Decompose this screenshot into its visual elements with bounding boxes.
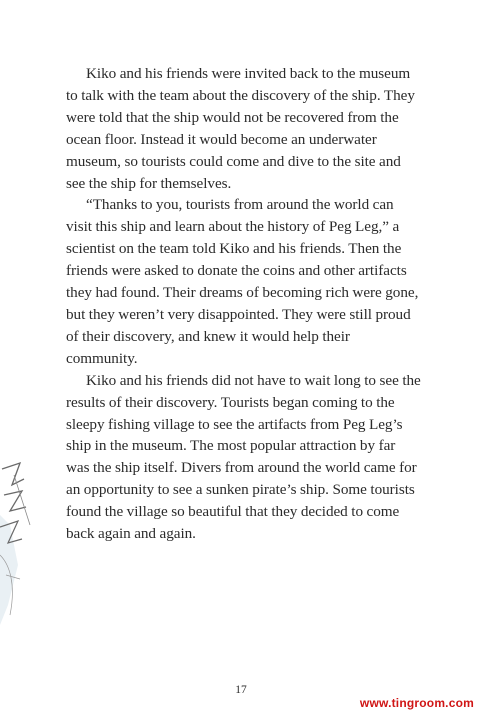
sketch-lines-icon: [0, 455, 64, 635]
paragraph: Kiko and his friends were invited back to the museum to talk with the team about the discovery of the ship. They were told that the ship would not be recovered from the ocean floor. Instead it would become an underwater museum, so tourists could come and dive to the site and see the ship for themselves.: [66, 65, 415, 192]
paragraph: Kiko and his friends did not have to wait long to see the results of their discovery. Tourists began coming to the sleepy fishing village to see the artifacts from Peg Leg’s ship in the museum. The most popular attraction by far was the ship itself. Divers from around the world came for an opportunity to see a sunken pirate’s ship. Some tourists found the village so beautiful that they decided to come back again and again.: [66, 371, 421, 543]
site-watermark: www.tingroom.com: [359, 696, 474, 710]
paragraph: “Thanks to you, tourists from around the world can visit this ship and learn about the history of Peg Leg,” a scientist on the team told Kiko and his friends. Then the friends were asked to donate the coins and other artifacts they had found. Their dreams of becoming rich were gone, but they weren’t very disappointed. They were still proud of their discovery, and knew it would help their community.: [66, 196, 419, 367]
story-text: [66, 63, 422, 545]
page-number: 17: [235, 684, 247, 696]
